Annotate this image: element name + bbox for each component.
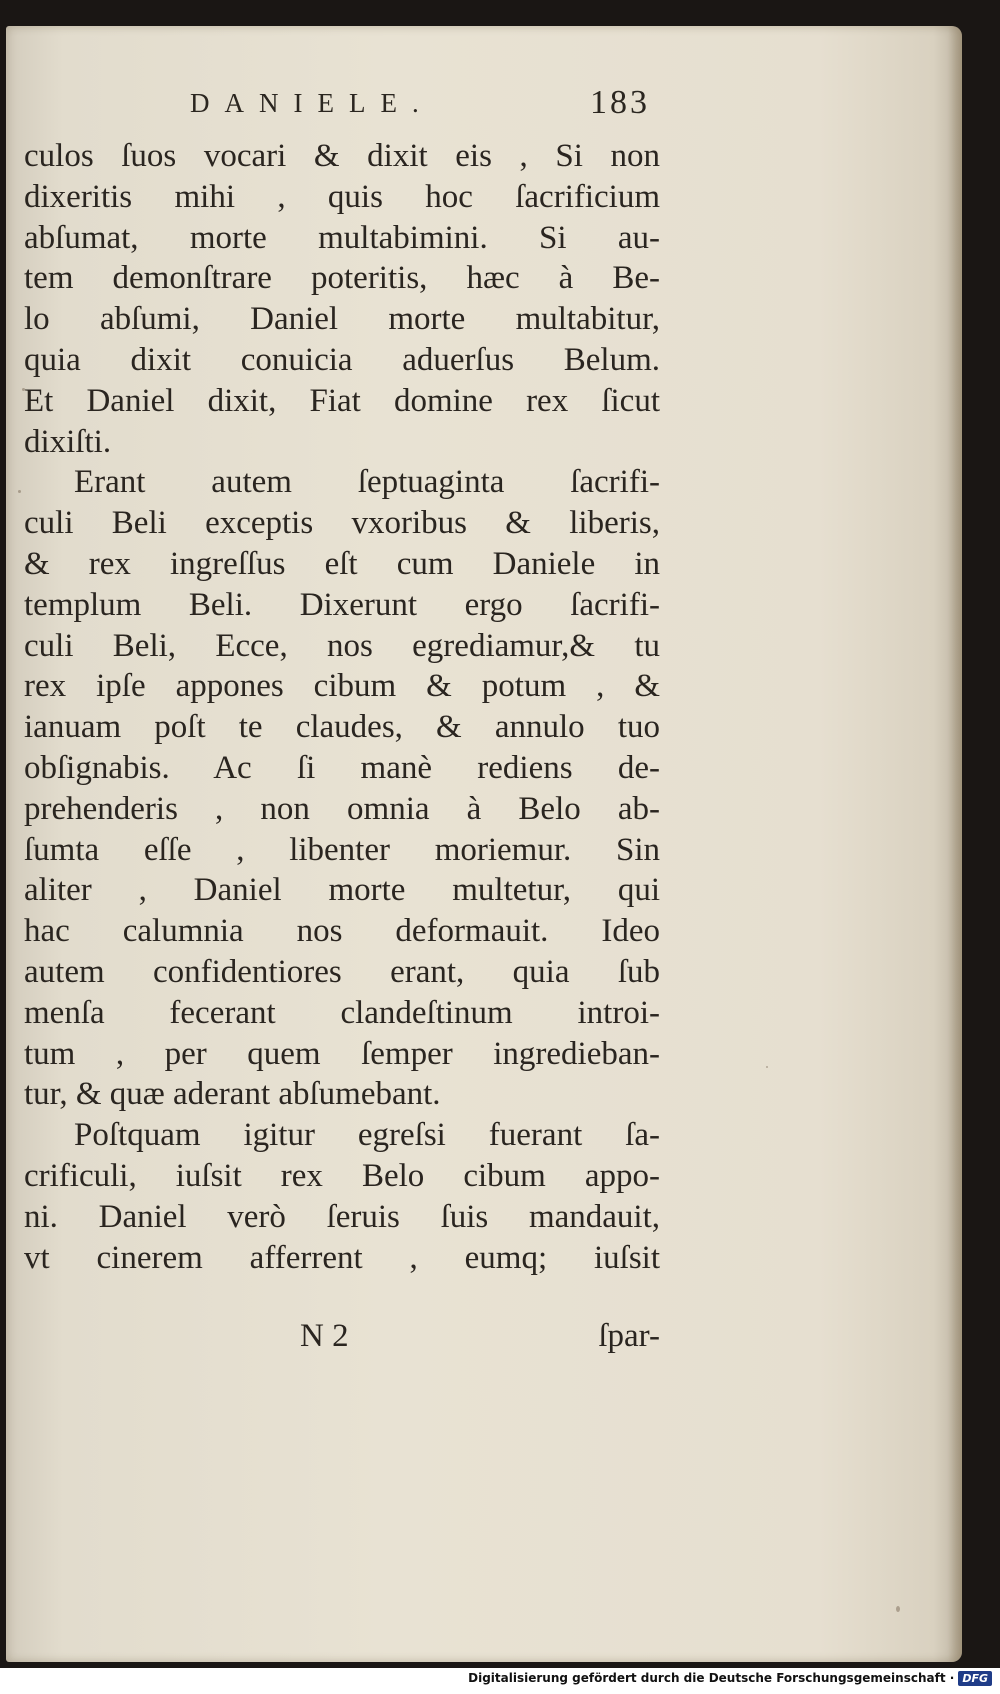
signature-mark: N 2 [300, 1318, 349, 1354]
text-line: aliter , Daniel morte multetur, qui [24, 872, 660, 909]
body-text [24, 136, 660, 1278]
text-line: & rex ingreſſus eſt cum Daniele in [24, 545, 660, 582]
text-line: Poſtquam igitur egreſsi fuerant ſa- [74, 1117, 660, 1154]
text-line: rex ipſe appones cibum & potum , & [24, 668, 660, 705]
page-edge-shading [948, 26, 962, 1662]
text-line: Et Daniel dixit, Fiat domine rex ſicut [24, 382, 660, 419]
text-line: culi Beli, Ecce, nos egrediamur,& tu [24, 627, 660, 664]
text-line: culos ſuos vocari & dixit eis , Si non [24, 138, 660, 174]
text-line: ianuam poſt te claudes, & annulo tuo [24, 709, 660, 746]
text-line: culi Beli exceptis vxoribus & liberis, [24, 505, 660, 542]
text-line: vt cinerem afferrent , eumq; iuſsit [24, 1239, 660, 1276]
digitization-footer [468, 1671, 992, 1691]
text-line: ni. Daniel verò ſeruis ſuis mandauit, [24, 1198, 660, 1235]
text-line: dixiſti. [24, 423, 112, 460]
text-line: menſa fecerant clandeſtinum introi- [24, 994, 660, 1031]
footer-text: Digitalisierung gefördert durch die Deutsche Forschungsgemeinschaft · [468, 1671, 955, 1685]
catch-row [24, 1318, 660, 1362]
catchword: ſpar- [598, 1318, 660, 1354]
text-line: crificuli, iuſsit rex Belo cibum appo- [24, 1157, 660, 1194]
running-head-title: DANIELE. [190, 88, 434, 118]
text-line: ſumta eſſe , libenter moriemur. Sin [24, 831, 660, 868]
page-number: 183 [590, 84, 650, 121]
text-line: tum , per quem ſemper ingredieban- [24, 1035, 660, 1072]
text-line: obſignabis. Ac ſi manè rediens de- [24, 749, 660, 786]
text-line: autem confidentiores erant, quia ſub [24, 953, 660, 990]
text-line: abſumat, morte multabimini. Si au- [24, 219, 660, 256]
text-line: prehenderis , non omnia à Belo ab- [24, 790, 660, 827]
text-line: tur, & quæ aderant abſumebant. [24, 1076, 441, 1113]
text-line: templum Beli. Dixerunt ergo ſacrifi- [24, 586, 660, 623]
text-line: dixeritis mihi , quis hoc ſacrificium [24, 178, 660, 215]
text-line: lo abſumi, Daniel morte multabitur, [24, 301, 660, 338]
text-line: quia dixit conuicia aduerſus Belum. [24, 341, 660, 378]
text-line: tem demonſtrare poteritis, hæc à Be- [24, 260, 660, 297]
dfg-logo: DFG [958, 1671, 992, 1686]
text-line: Erant autem ſeptuaginta ſacrifi- [74, 464, 660, 501]
running-head [190, 84, 650, 124]
text-line: hac calumnia nos deformauit. Ideo [24, 913, 660, 950]
